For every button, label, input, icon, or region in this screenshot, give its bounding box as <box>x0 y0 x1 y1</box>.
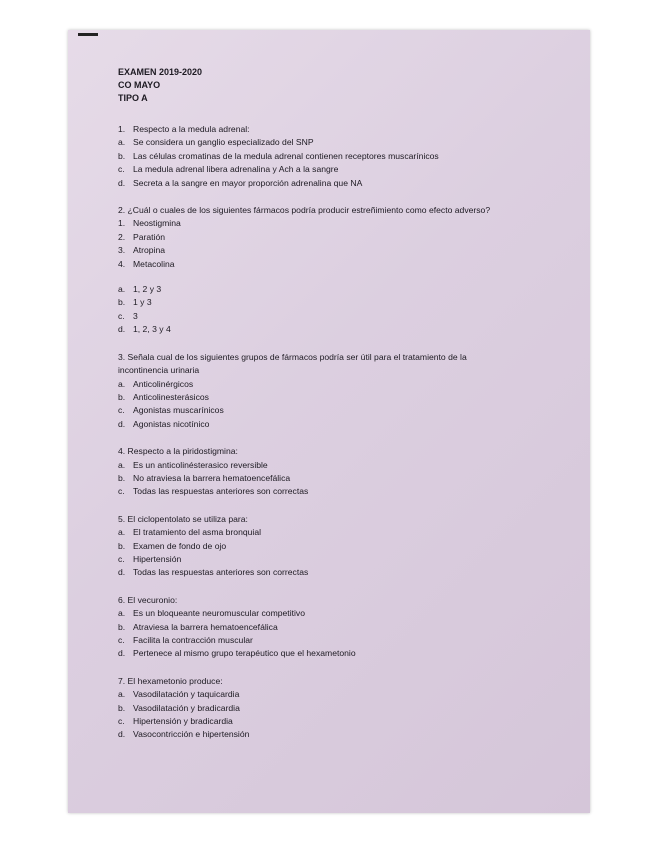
option: d. 1, 2, 3 y 4 <box>118 324 171 335</box>
option: d. Agonistas nicotínico <box>118 418 210 429</box>
question-3 <box>118 351 578 431</box>
option: b. Vasodilatación y bradicardia <box>118 702 240 713</box>
option: a. Es un anticolinésterasico reversible <box>118 459 268 470</box>
option: c. 3 <box>118 310 138 321</box>
exam-subtitle: CO MAYO <box>118 80 161 90</box>
option: a. Se considera un ganglio especializado del SNP <box>118 137 314 148</box>
question-5 <box>118 513 578 580</box>
option: b. Anticolinesterásicos <box>118 391 209 402</box>
question-stem: 6. El vecuronio: <box>118 594 178 605</box>
question-stem: 5. El ciclopentolato se utiliza para: <box>118 513 248 524</box>
question-stem: 7. El hexametonio produce: <box>118 675 223 686</box>
option: a. El tratamiento del asma bronquial <box>118 527 262 538</box>
option: d. Secreta a la sangre en mayor proporción adrenalina que NA <box>118 177 363 188</box>
drug-item: 4. Metacolina <box>118 258 175 269</box>
exam-content <box>118 66 578 742</box>
question-1 <box>118 123 578 190</box>
option: b. Atraviesa la barrera hematoencefálica <box>118 621 278 632</box>
question-4 <box>118 445 578 499</box>
option: a. Vasodilatación y taquicardia <box>118 689 240 700</box>
option: d. Todas las respuestas anteriores son correctas <box>118 567 309 578</box>
option: d. Pertenece al mismo grupo terapéutico que el hexametonio <box>118 648 356 659</box>
drug-item: 3. Atropina <box>118 245 166 256</box>
option: b. 1 y 3 <box>118 297 152 308</box>
tape-mark <box>78 33 98 36</box>
question-stem: 3. Señala cual de los siguientes grupos de fármacos podría ser útil para el tratamiento de la <box>118 351 467 362</box>
question-2 <box>118 204 578 337</box>
option: a. 1, 2 y 3 <box>118 284 162 295</box>
option: a. Anticolinérgicos <box>118 378 194 389</box>
option: c. Hipertensión y bradicardia <box>118 716 233 727</box>
question-stem: 4. Respecto a la piridostigmina: <box>118 446 238 457</box>
exam-type: TIPO A <box>118 93 148 103</box>
question-stem: 2. ¿Cuál o cuales de los siguientes fármacos podría producir estreñimiento como efecto adverso? <box>118 205 491 216</box>
option: c. Hipertensión <box>118 553 182 564</box>
drug-item: 2. Paratión <box>118 231 166 242</box>
question-6 <box>118 594 578 661</box>
option: b. Examen de fondo de ojo <box>118 540 227 551</box>
exam-header <box>118 66 578 105</box>
option: c. Facilita la contracción muscular <box>118 635 253 645</box>
question-stem-cont: incontinencia urinaria <box>118 365 200 376</box>
option: b. No atraviesa la barrera hematoencefálica <box>118 472 291 483</box>
option: c. Todas las respuestas anteriores son correctas <box>118 486 309 497</box>
option: c. La medula adrenal libera adrenalina y Ach a la sangre <box>118 164 339 175</box>
spacer <box>118 271 578 283</box>
question-stem: 1. Respecto a la medula adrenal: <box>118 124 250 134</box>
option: b. Las células cromatinas de la medula adrenal contienen receptores muscarínicos <box>118 150 439 161</box>
option: d. Vasocontricción e hipertensión <box>118 729 250 740</box>
option: c. Agonistas muscarínicos <box>118 405 224 416</box>
exam-title: EXAMEN 2019-2020 <box>118 67 203 77</box>
question-7 <box>118 675 578 742</box>
option: a. Es un bloqueante neuromuscular competitivo <box>118 608 305 619</box>
drug-item: 1. Neostigmina <box>118 218 181 229</box>
